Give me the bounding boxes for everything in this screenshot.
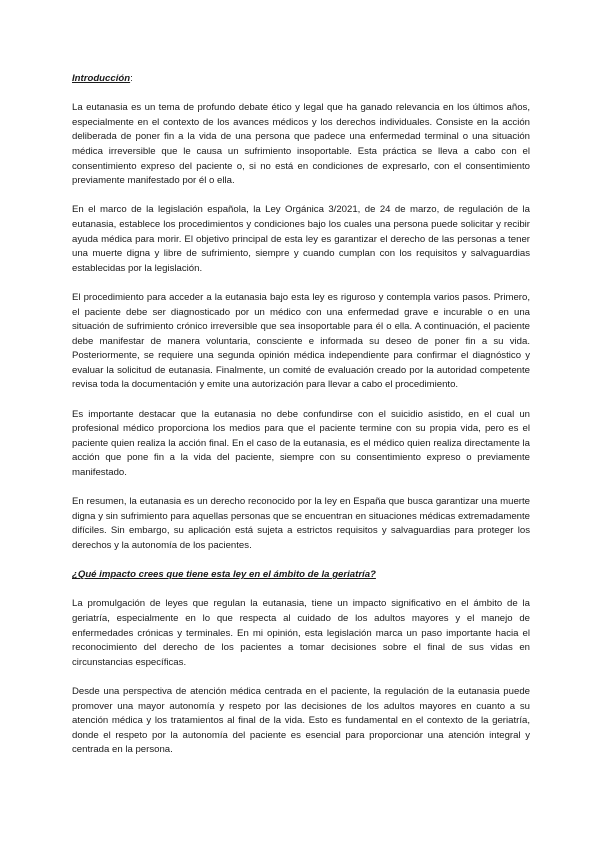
answer-paragraph-2: Desde una perspectiva de atención médica centrada en el paciente, la regulación de la eutanasia puede promover una mayor autonomía y respeto por las decisiones de los adultos mayores en cuanto a su atención médica y los tratamientos al final de la vida. Esto es fundamental en el contexto de la geriatría, donde el respeto por la autonomía del paciente es esencial para proporcionar una atención integral y centrada en la persona. (72, 685, 530, 756)
introduction-heading-line (72, 72, 530, 87)
introduction-heading-colon: : (130, 73, 133, 84)
intro-paragraph-3: El procedimiento para acceder a la eutanasia bajo esta ley es riguroso y contempla varios pasos. Primero, el paciente debe ser diagnosticado por un médico con una enfermedad grave e incurable o en una situación de sufrimiento crónico irreversible que sea insoportable para él o ella. A continuación, el paciente debe manifestar de manera voluntaria, consciente e informada su deseo de poner fin a su vida. Posteriormente, se requiere una segunda opinión médica independiente para confirmar el diagnóstico y evaluar la solicitud de eutanasia. Finalmente, un comité de evaluación creado por la autoridad competente revisa toda la documentación y emite una autorización para llevar a cabo el procedimiento. (72, 291, 530, 391)
intro-paragraph-5: En resumen, la eutanasia es un derecho reconocido por la ley en España que busca garantizar una muerte digna y sin sufrimiento para aquellas personas que se encuentran en situaciones médicas extremadamente difíciles. Sin embargo, su aplicación está sujeta a estrictos requisitos y salvaguardias para proteger los derechos y la autonomía de los pacientes. (72, 496, 530, 551)
intro-paragraph-4: Es importante destacar que la eutanasia no debe confundirse con el suicidio asistido, en el cual un profesional médico proporciona los medios para que el paciente termine con su propia vida, pero es el paciente quien realiza la acción final. En el caso de la eutanasia, es el médico quien realiza directamente la acción que pone fin a la vida del paciente, siempre con su consentimiento expreso o previamente manifestado. (72, 408, 530, 479)
question-heading: ¿Qué impacto crees que tiene esta ley en el ámbito de la geriatría? (72, 569, 376, 581)
introduction-heading: Introducción (72, 73, 131, 84)
answer-paragraph-1: La promulgación de leyes que regulan la eutanasia, tiene un impacto significativo en el ámbito de la geriatría, especialmente en lo que respecta al cuidado de los adultos mayores y el manejo de enfermedades crónicas y terminales. En mi opinión, esta legislación marca un paso importante hacia el reconocimiento del derecho de los pacientes a tomar decisiones sobre el final de sus vidas en circunstancias específicas. (72, 598, 530, 668)
document-body (72, 72, 530, 773)
intro-paragraph-1: La eutanasia es un tema de profundo debate ético y legal que ha ganado relevancia en los últimos años, especialmente en el contexto de los avances médicos y los derechos individuales. Consiste en la acción deliberada de poner fin a la vida de una persona que padece una enfermedad terminal o una situación médica irreversible que le causa un sufrimiento insoportable. Esta práctica se lleva a cabo con el consentimiento expreso del paciente o, si no está en condiciones de expresarlo, con el consentimiento previamente manifestado por él o ella. (72, 102, 530, 187)
intro-paragraph-2: En el marco de la legislación española, la Ley Orgánica 3/2021, de 24 de marzo, de regulación de la eutanasia, establece los procedimientos y condiciones bajo los cuales una persona puede solicitar y recibir ayuda médica para morir. El objetivo principal de esta ley es garantizar el derecho de las personas a tener una muerte digna y libre de sufrimiento, siempre y cuando cumplan con los requisitos y salvaguardias establecidas por la legislación. (72, 204, 530, 274)
